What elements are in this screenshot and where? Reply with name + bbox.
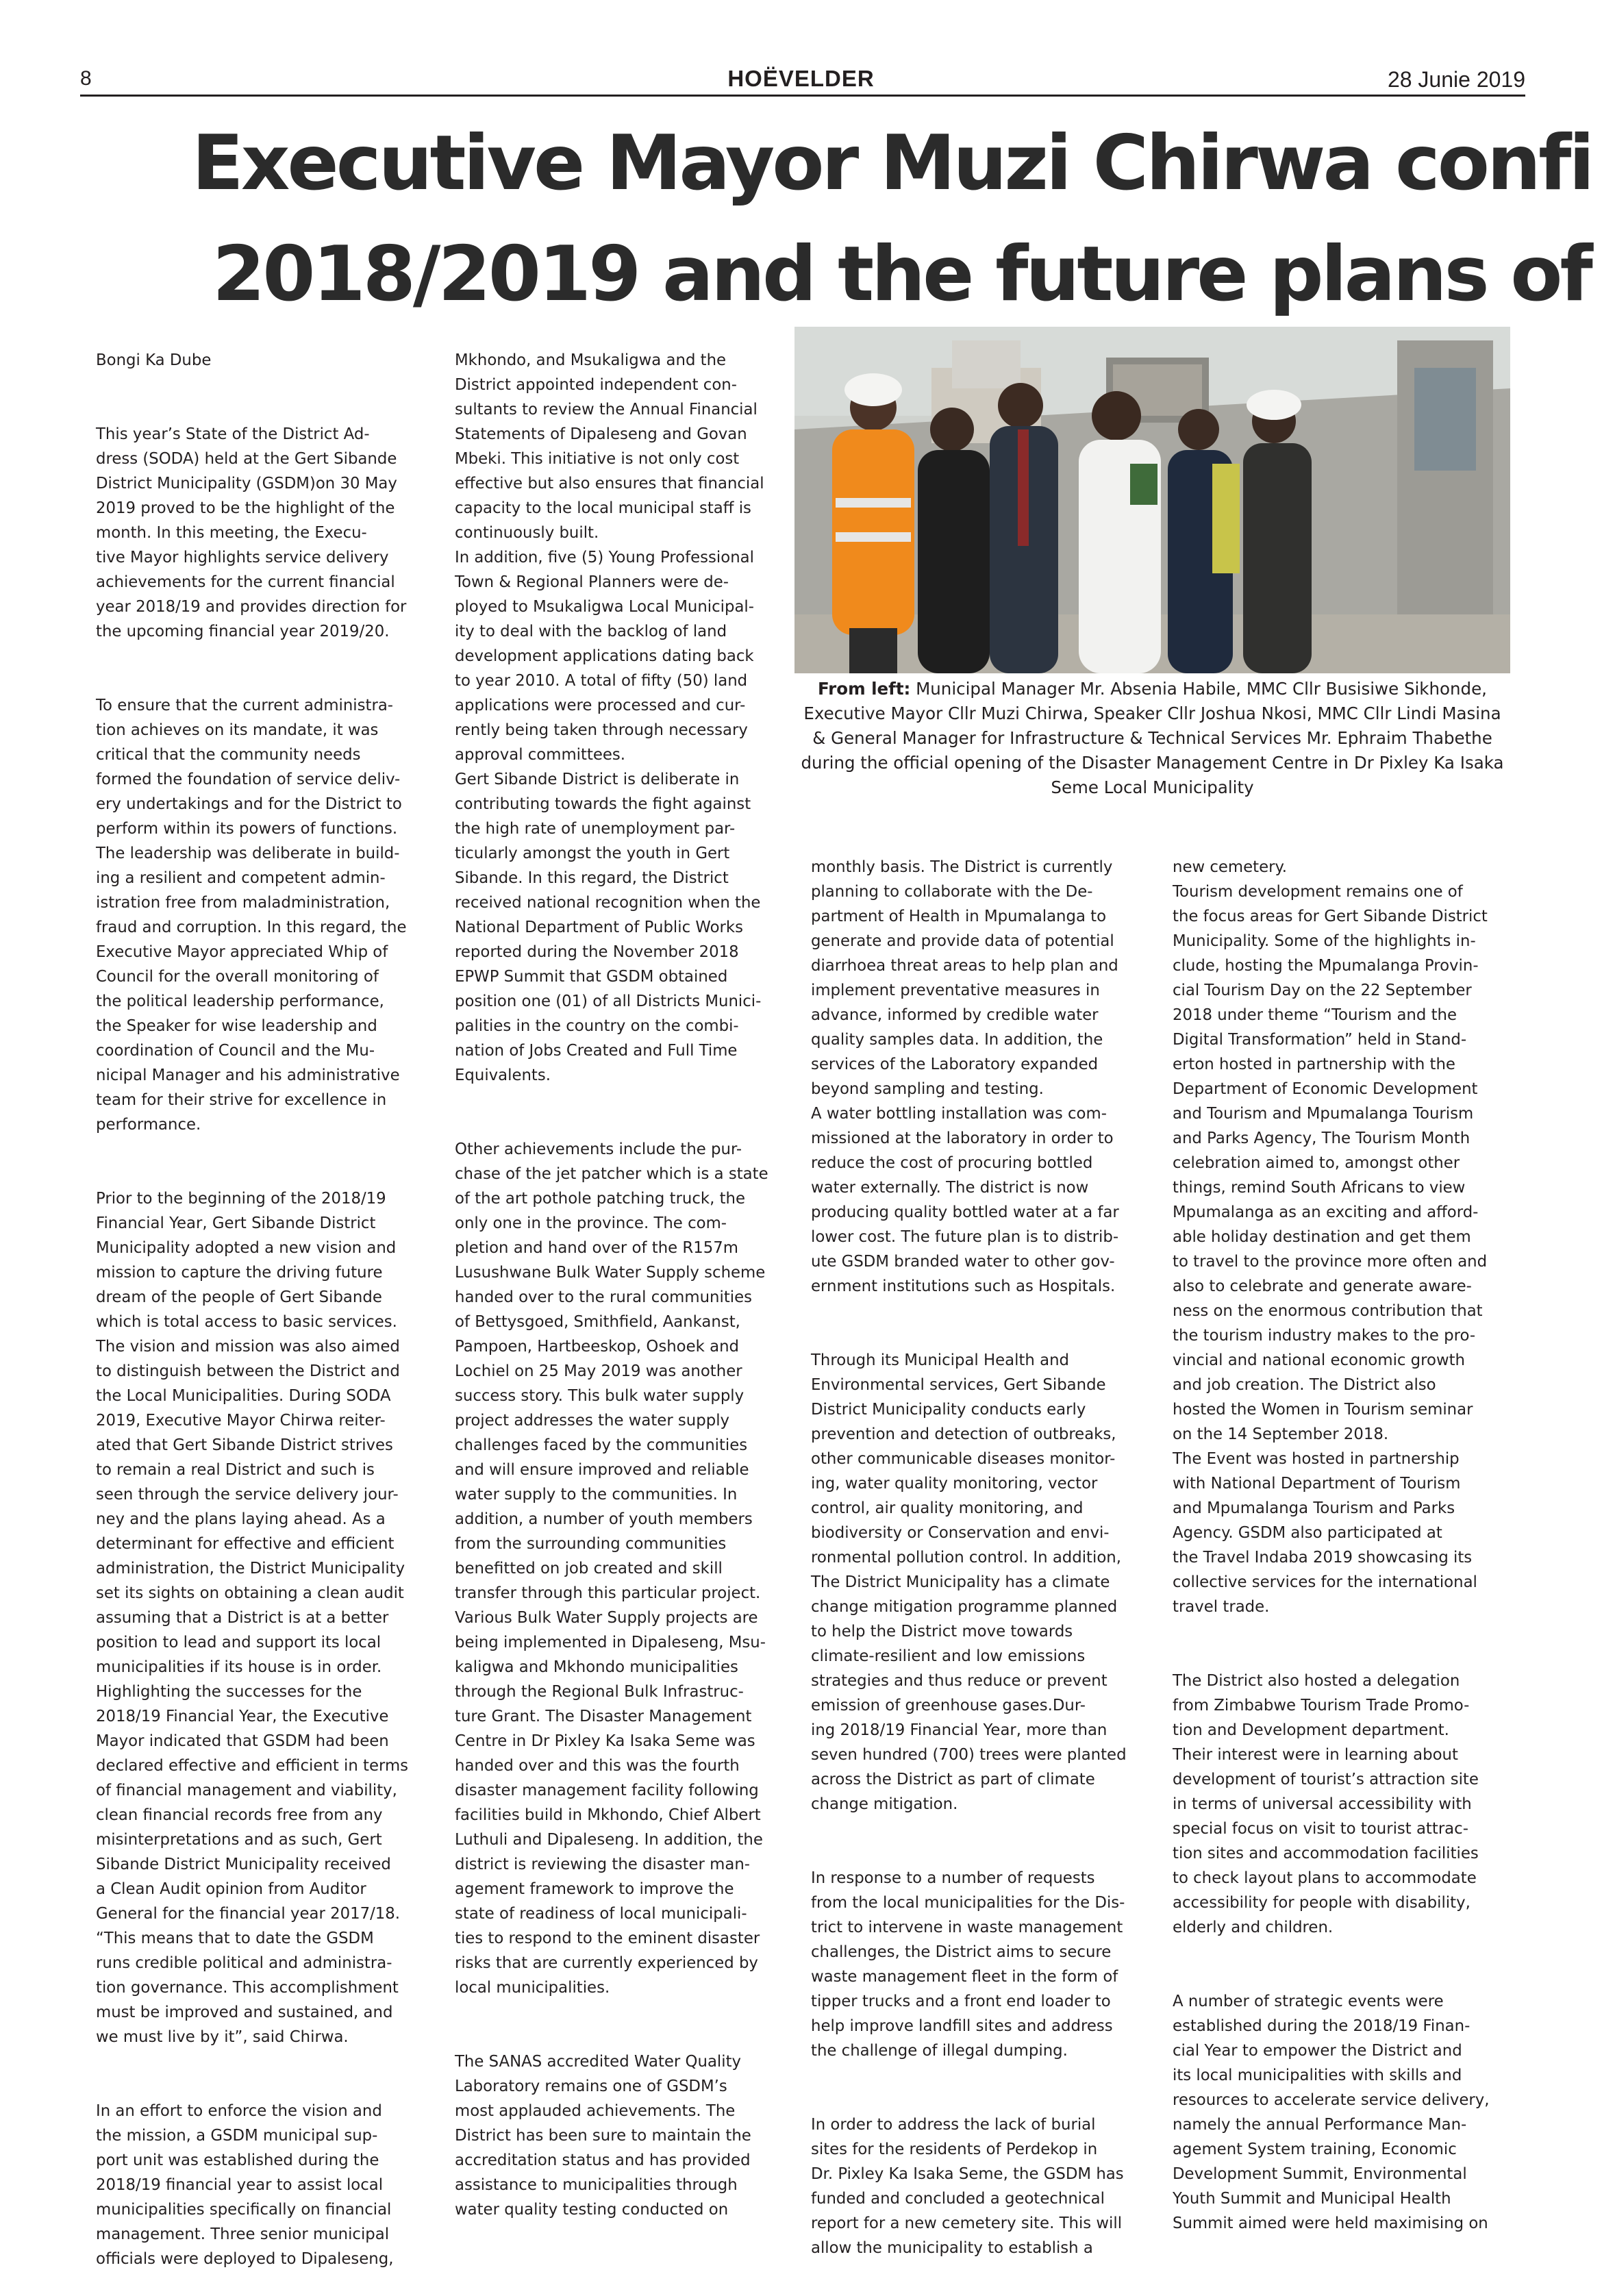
caption-text: Municipal Manager Mr. Absenia Habile, MMC Cllr Busisiwe Sikhonde, Executive Mayor Cllr Muzi Chirwa, Speaker Cllr Joshua Nkosi, MMC Cllr Lindi Masina & General Manager for Infrastructure & Technical Services Mr. Ephraim Thabethe during the official opening of the Disaster Management Centre in Dr Pixley Ka Isaka Seme Local Municipality [801,679,1504,797]
byline: Bongi Ka Dube [96,351,212,369]
paragraph: To ensure that the current administra- tion achieves on its mandate, it was critical that the community needs formed the foundation of service deliv- ery undertakings and for the District to perform within its powers of functions. The leadership was deliberate in build- ing a resilient and competent admin- istration free from maladministration, fraud and corruption. In this regard, the Executive Mayor appreciated Whip of Council for the overall monitoring of the political leadership performance, the Speaker for wise leadership and coordination of Council and the Mu- nicipal Manager and his administrative team for their strive for excellence in performance. [96,697,407,1134]
paragraph: In response to a number of requests from the local municipalities for the Dis- trict to intervene in waste management challenges, the District aims to secure waste management fleet in the form of tipper trucks and a front end loader to help improve landfill sites and address the challenge of illegal dumping. [811,1869,1125,2060]
paragraph: Through its Municipal Health and Environmental services, Gert Sibande District Municipality conducts early prevention and detection of outbreaks, other communicable diseases monitor- ing, water quality monitoring, vector control, air quality monitoring, and biodiversity or Conservation and envi- ronmental pollution control. In addition, The District Municipality has a climate change mitigation programme planned to help the District move towards climate-resilient and low emissions strategies and thus reduce or prevent emission of greenhouse gases.Dur- ing 2018/19 Financial Year, more than seven hundred (700) trees were planted across the District as part of climate change mitigation. [811,1351,1127,1813]
headline [192,108,1602,321]
paragraph: In an effort to enforce the vision and the mission, a GSDM municipal sup- port unit was established during the 2018/19 financial year to assist local municipalities specifically on financial management. Three senior municipal officials were deployed to Dipaleseng, [96,2102,394,2268]
paragraph: A number of strategic events were established during the 2018/19 Finan- cial Year to empower the District and its local municipalities with skills and resources to accelerate service delivery, namely the annual Performance Man- agement System training, Economic Development Summit, Environmental Youth Summit and Municipal Health Summit aimed were held maximising on [1173,1993,1490,2232]
article-column-1 [96,323,435,2268]
masthead [0,0,1602,103]
photo-caption [794,677,1510,821]
issue-date: 28 Junie 2019 [1387,67,1525,92]
paragraph: monthly basis. The District is currently planning to collaborate with the De- partment of Health in Mpumalanga to generate and provide data of potential diarrhoea threat areas to help plan and implement preventative measures in advance, informed by credible water quality samples data. In addition, the services of the Laboratory expanded beyond sampling and testing. A water bottling installation was com- missioned at the laboratory in order to reduce the cost of procuring bottled water externally. The district is now producing quality bottled water at a far lower cost. The future plan is to distrib- ute GSDM branded water to other gov- ernment institutions such as Hospitals. [811,858,1119,1295]
paragraph: The District also hosted a delegation from Zimbabwe Tourism Trade Promo- tion and Development department. Their interest were in learning about development of tourist’s attraction site in terms of universal accessibility with special focus on visit to tourist attrac- tion sites and accommodation facilities to check layout plans to accommodate accessibility for people with disability, elderly and children. [1173,1672,1479,1936]
paragraph: Other achievements include the pur- chase of the jet patcher which is a state of the art pothole patching truck, the only one in the province. The com- pletion and hand over of the R157m Lusushwane Bulk Water Supply scheme handed over to the rural communities of Bettysgoed, Smithfield, Aankanst, Pampoen, Hartbeeskop, Oshoek and Lochiel on 25 May 2019 was another success story. This bulk water supply project addresses the water supply challenges faced by the communities and will ensure improved and reliable water supply to the communities. In addition, a number of youth members from the surrounding communities benefitted on job created and skill transfer through this particular project. Various Bulk Water Supply projects are being implemented in Dipaleseng, Msu- kaligwa and Mkhondo municipalities through the Regional Bulk Infrastruc- ture Grant. The Disaster Management Centre in Dr Pixley Ka Isaka Seme was handed over and this was the fourth disaster management facility following facilities build in Mkhondo, Chief Albert Luthuli and Dipaleseng. In addition, the district is reviewing the disaster man- agement framework to improve the state of readiness of local municipali- ties to respond to the eminent disaster risks that are currently experienced by local municipalities. [455,1140,768,1997]
paragraph: Mkhondo, and Msukaligwa and the District appointed independent con- sultants to review the Annual Financial Statements of Dipaleseng and Govan Mbeki. This initiative is not only cost effective but also ensures that financial capacity to the local municipal staff is continuously built. In addition, five (5) Young Professional Town & Regional Planners were de- ployed to Msukaligwa Local Municipal- ity to deal with the backlog of land development applications dating back to year 2010. A total of fifty (50) land applications were processed and cur- rently being taken through necessary approval committees. Gert Sibande District is deliberate in contributing towards the fight against the high rate of unemployment par- ticularly amongst the youth in Gert Sibande. In this regard, the District received national recognition when the National Department of Public Works reported during the November 2018 EPWP Summit that GSDM obtained position one (01) of all Districts Munici- palities in the country on the combi- nation of Jobs Created and Full Time Equivalents. [455,351,764,1084]
caption-lead: From left: [818,679,911,699]
paragraph: new cemetery. Tourism development remains one of the focus areas for Gert Sibande District Municipality. Some of the highlights in- clude, hosting the Mpumalanga Provin- cial Tourism Day on the 22 September 2018 under theme “Tourism and the Digital Transformation” held in Stand- erton hosted in partnership with the Department of Economic Development and Tourism and Mpumalanga Tourism and Parks Agency, The Tourism Month celebration aimed to, amongst other things, remind South Africans to view Mpumalanga as an exciting and afford- able holiday destination and get them to travel to the province more often and also to celebrate and generate aware- ness on the enormous contribution that the tourism industry makes to the pro- vincial and national economic growth and job creation. The District also hosted the Women in Tourism seminar on the 14 September 2018. The Event was hosted in partnership with National Department of Tourism and Mpumalanga Tourism and Parks Agency. GSDM also participated at the Travel Indaba 2019 showcasing its collective services for the international travel trade. [1173,858,1488,1616]
group-photo-illustration [794,327,1510,673]
page-number: 8 [80,67,92,90]
headline-line-1: Executive Mayor Muzi Chirwa confi [192,119,1592,208]
article-column-4 [1173,830,1512,2232]
publication-name: HOËVELDER [727,66,875,91]
article-column-3 [811,830,1150,2257]
article-column-2 [455,323,794,2219]
masthead-rule [80,95,1525,97]
paragraph: The SANAS accredited Water Quality Laboratory remains one of GSDM’s most applauded achievements. The District has been sure to maintain the accreditation status and has provided assistance to municipalities through water quality testing conducted on [455,2053,751,2219]
paragraph: Prior to the beginning of the 2018/19 Financial Year, Gert Sibande District Municipality adopted a new vision and mission to capture the driving future dream of the people of Gert Sibande which is total access to basic services. The vision and mission was also aimed to distinguish between the District and the Local Municipalities. During SODA 2019, Executive Mayor Chirwa reiter- ated that Gert Sibande District strives to remain a real District and such is seen through the service delivery jour- ney and the plans laying ahead. As a determinant for effective and efficient administration, the District Municipality set its sights on obtaining a clean audit assuming that a District is at a better position to lead and support its local municipalities if its house is in order. Highlighting the successes for the 2018/19 Financial Year, the Executive Mayor indicated that GSDM had been declared effective and efficient in terms of financial management and viability, clean financial records free from any misinterpretations and as such, Gert Sibande District Municipality received a Clean Audit opinion from Auditor General for the financial year 2017/18. “This means that to date the GSDM runs credible political and administra- tion governance. This accomplishment must be improved and sustained, and we must live by it”, said Chirwa. [96,1190,409,2046]
paragraph: This year’s State of the District Ad- dress (SODA) held at the Gert Sibande District Municipality (GSDM)on 30 May 2019 proved to be the highlight of the month. In this meeting, the Execu- tive Mayor highlights service delivery achievements for the current financial year 2018/19 and provides direction for the upcoming financial year 2019/20. [96,425,407,640]
paragraph: In order to address the lack of burial sites for the residents of Perdekop in Dr. Pixley Ka Isaka Seme, the GSDM has funded and concluded a geotechnical report for a new cemetery site. This will allow the municipality to establish a [811,2116,1124,2257]
headline-line-2: 2018/2019 and the future plans of [212,230,1590,319]
news-photo [794,327,1510,673]
